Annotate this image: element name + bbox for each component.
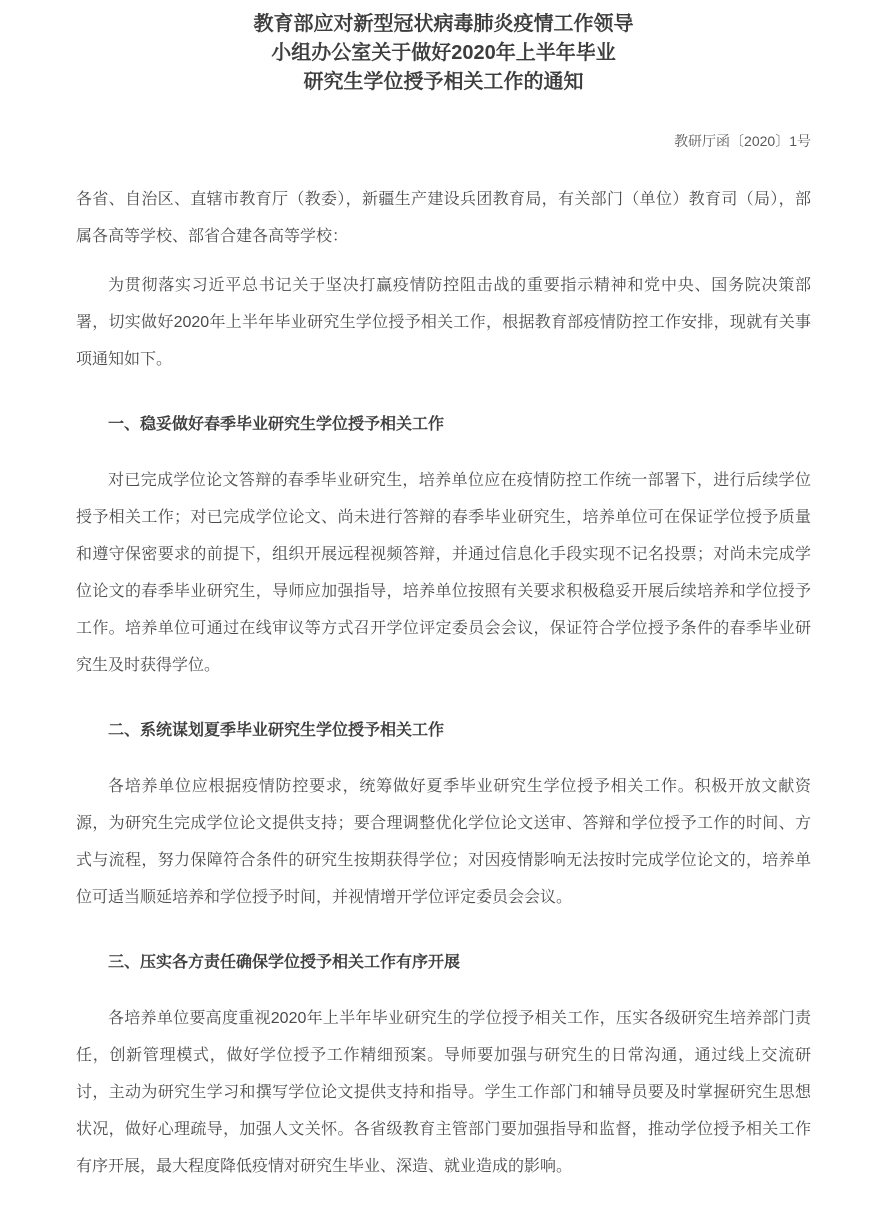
- section-1-body: 对已完成学位论文答辩的春季毕业研究生，培养单位应在疫情防控工作统一部署下，进行后续学位授予相关工作；对已完成学位论文、尚未进行答辩的春季毕业研究生，培养单位可在保证学位授予质量和遵守保密要求的前提下，组织开展远程视频答辩，并通过信息化手段实现不记名投票；对尚未完成学位论文的春季毕业研究生，导师应加强指导，培养单位按照有关要求积极稳妥开展后续培养和学位授予工作。培养单位可通过在线审议等方式召开学位评定委员会会议，保证符合学位授予条件的春季毕业研究生及时获得学位。: [76, 472, 811, 674]
- doc-title-line-1: 教育部应对新型冠状病毒肺炎疫情工作领导: [253, 13, 634, 35]
- section-3-heading: 三、压实各方责任确保学位授予相关工作有序开展: [108, 954, 461, 971]
- doc-title-line-3: 研究生学位授予相关工作的通知: [303, 71, 584, 93]
- doc-number: 教研厅函〔2020〕1号: [674, 133, 811, 149]
- intro-paragraph: 为贯彻落实习近平总书记关于坚决打赢疫情防控阻击战的重要指示精神和党中央、国务院决策部署，切实做好2020年上半年毕业研究生学位授予相关工作，根据教育部疫情防控工作安排，现就有关事项通知如下。: [76, 277, 811, 368]
- section-2-heading: 二、系统谋划夏季毕业研究生学位授予相关工作: [108, 722, 445, 739]
- section-1-heading: 一、稳妥做好春季毕业研究生学位授予相关工作: [108, 416, 445, 433]
- section-3-body: 各培养单位要高度重视2020年上半年毕业研究生的学位授予相关工作，压实各级研究生培养部门责任，创新管理模式，做好学位授予工作精细预案。导师要加强与研究生的日常沟通，通过线上交流研讨，主动为研究生学习和撰写学位论文提供支持和指导。学生工作部门和辅导员要及时掌握研究生思想状况，做好心理疏导，加强人文关怀。各省级教育主管部门要加强指导和监督，推动学位授予相关工作有序开展，最大程度降低疫情对研究生毕业、深造、就业造成的影响。: [76, 1010, 811, 1175]
- doc-title: [76, 10, 811, 97]
- salutation: 各省、自治区、直辖市教育厅（教委），新疆生产建设兵团教育局，有关部门（单位）教育司（局），部属各高等学校、部省合建各高等学校：: [76, 191, 811, 245]
- section-2-body: 各培养单位应根据疫情防控要求，统筹做好夏季毕业研究生学位授予相关工作。积极开放文献资源，为研究生完成学位论文提供支持；要合理调整优化学位论文送审、答辩和学位授予工作的时间、方式与流程，努力保障符合条件的研究生按期获得学位；对因疫情影响无法按时完成学位论文的，培养单位可适当顺延培养和学位授予时间，并视情增开学位评定委员会会议。: [76, 778, 811, 906]
- doc-title-line-2: 小组办公室关于做好2020年上半年毕业: [271, 42, 616, 64]
